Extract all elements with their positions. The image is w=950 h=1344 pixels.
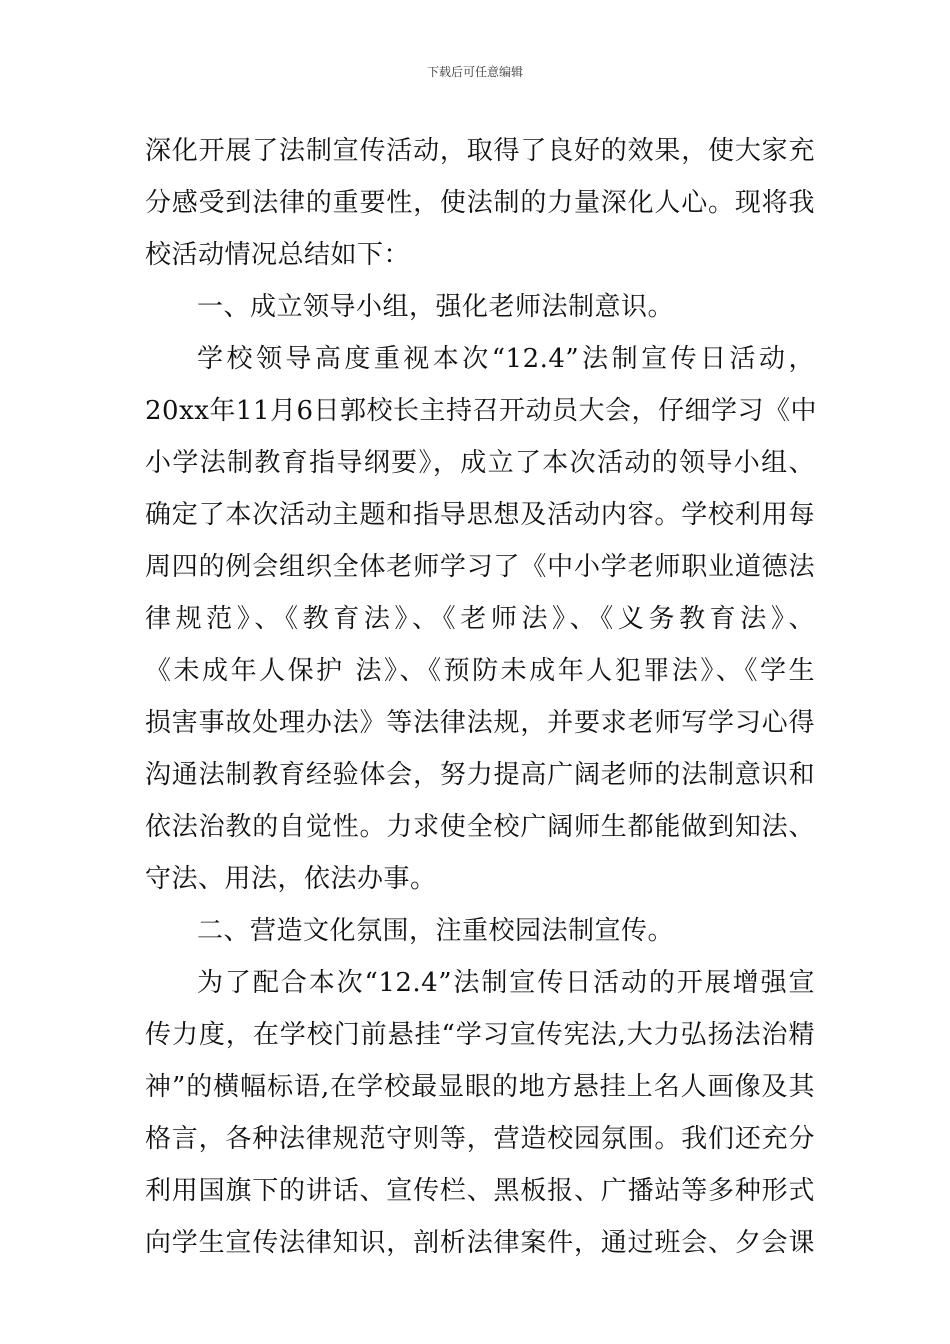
text-line: 学校领导高度重视本次“12.4”法制宣传日活动， xyxy=(197,344,815,374)
text-line: 确定了本次活动主题和指导思想及活动内容。学校利用每 xyxy=(145,500,815,530)
document-body xyxy=(145,125,818,1269)
text-line: 沟通法制教育经验体会，努力提高广阔老师的法制意识和 xyxy=(145,760,815,790)
text-line: 深化开展了法制宣传活动，取得了良好的效果，使大家充 xyxy=(145,136,815,166)
text-line: 传力度，在学校门前悬挂“学习宣传宪法,大力弘扬法治精 xyxy=(145,1020,815,1050)
text-line: 依法治教的自觉性。力求使全校广阔师生都能做到知法、 xyxy=(145,812,815,842)
text-line: 分感受到法律的重要性，使法制的力量深化人心。现将我 xyxy=(145,188,815,218)
text-line: 小学法制教育指导纲要》，成立了本次活动的领导小组、 xyxy=(145,448,815,478)
text-line: 律规范》、《教育法》、《老师法》、《义务教育法》、 xyxy=(145,604,815,634)
text-line: 损害事故处理办法》等法律法规，并要求老师写学习心得 xyxy=(145,708,815,738)
text-line: 神”的横幅标语,在学校最显眼的地方悬挂上名人画像及其 xyxy=(145,1072,815,1102)
text-line: 校活动情况总结如下： xyxy=(145,240,411,270)
text-line: 《未成年人保护 法》、《预防未成年人犯罪法》、《学生 xyxy=(145,656,815,686)
section-heading-1: 一、成立领导小组，强化老师法制意识。 xyxy=(197,292,675,322)
text-line: 格言，各种法律规范守则等，营造校园氛围。我们还充分 xyxy=(145,1124,815,1154)
text-line: 守法、用法，依法办事。 xyxy=(145,864,437,894)
text-line: 20xx年11月6日郭校长主持召开动员大会，仔细学习《中 xyxy=(145,396,818,426)
text-line: 为了配合本次“12.4”法制宣传日活动的开展增强宣 xyxy=(197,968,815,998)
text-line: 周四的例会组织全体老师学习了《中小学老师职业道德法 xyxy=(145,552,815,582)
text-line: 向学生宣传法律知识，剖析法律案件，通过班会、夕会课 xyxy=(145,1228,815,1258)
download-note: 下载后可任意编辑 xyxy=(426,65,523,79)
text-line: 利用国旗下的讲话、宣传栏、黑板报、广播站等多种形式 xyxy=(145,1176,815,1206)
section-heading-2: 二、营造文化氛围，注重校园法制宣传。 xyxy=(197,916,675,946)
